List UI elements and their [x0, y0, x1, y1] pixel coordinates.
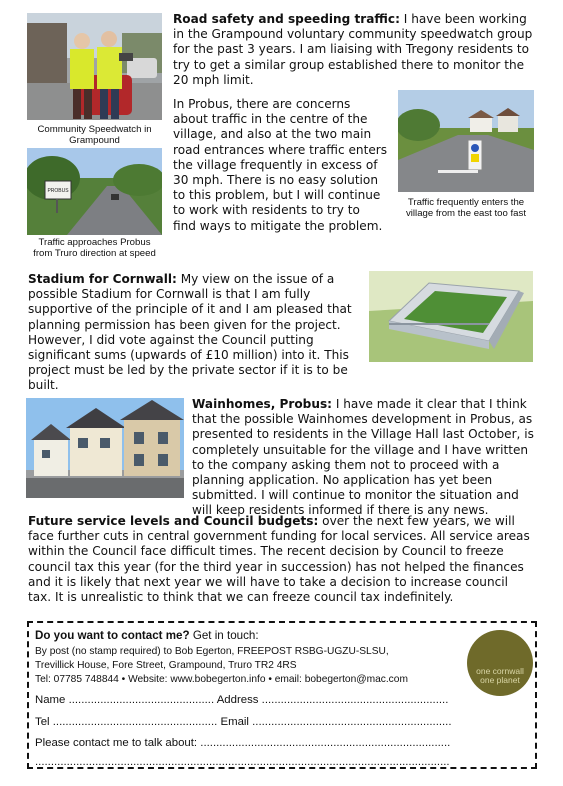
wainhomes-heading: Wainhomes, Probus: — [192, 397, 332, 411]
address-field[interactable]: ........................................................... — [261, 694, 449, 706]
contact-heading-line — [35, 629, 259, 642]
text-line: in the Grampound voluntary community speedwatch group — [173, 27, 533, 42]
text-line: I have been working — [403, 12, 527, 26]
text-line: and it is likely that next year we will have to take a decision to increase council — [28, 574, 509, 589]
caption-line: from Truro direction at speed — [33, 248, 156, 259]
wainhomes-section — [192, 397, 542, 519]
address-label: Address — [216, 694, 259, 706]
tel-label: Tel — [35, 716, 50, 728]
budgets-section — [28, 514, 543, 605]
logo-line: one planet — [480, 675, 520, 685]
text-line: about traffic in the centre of the — [173, 112, 368, 127]
text-line: the village frequently in excess of — [173, 157, 378, 172]
text-line: tax. It is unrealistic to think that we can freeze council tax indefinitely. — [28, 590, 454, 605]
text-line: find ways to mitigate the problem. — [173, 218, 383, 233]
road-safety-heading: Road safety and speeding traffic: — [173, 12, 400, 26]
text-line: to this problem, but I will continue — [173, 188, 381, 203]
talk-about-row — [35, 737, 527, 749]
get-in-touch: Get in touch: — [192, 629, 259, 642]
address-line: Trevillick House, Fore Street, Grampound, Truro TR2 4RS — [35, 660, 297, 671]
caption-line: Traffic frequently enters the — [407, 197, 525, 208]
tel-email-row — [35, 716, 527, 728]
text-line: planning permission has been given for the project. — [28, 317, 341, 332]
stadium-section — [28, 272, 368, 394]
caption-speedwatch — [24, 124, 165, 146]
speedwatch-photo — [27, 13, 162, 120]
text-line: submitted. I will continue to monitor the situation and — [192, 488, 519, 503]
text-line: However, I did vote against the Council putting — [28, 332, 314, 347]
text-line: supportive of the principle of it and I am pleased that — [28, 302, 352, 317]
budgets-heading: Future service levels and Council budgets: — [28, 514, 319, 528]
road-safety-intro — [173, 12, 541, 88]
text-line: road entrances where traffic enters — [173, 142, 388, 157]
email-field[interactable]: ............................................................... — [252, 716, 452, 728]
contact-form — [27, 621, 537, 769]
caption-east — [395, 197, 537, 219]
stadium-heading: Stadium for Cornwall: — [28, 272, 177, 286]
tel-line: Tel: 07785 748844 • Website: www.bobegerton.info • email: bobegerton@mac.com — [35, 674, 408, 685]
text-line: In Probus, there are concerns — [173, 97, 351, 111]
text-line: over the next few years, we will — [322, 514, 515, 528]
caption-line: Grampound — [69, 135, 120, 146]
text-line: significant sums (upwards of £10 million) into it. This — [28, 348, 349, 363]
text-line: for the past 3 years. I am liaising with Tregony residents to — [173, 42, 530, 57]
post-line: By post (no stamp required) to Bob Egerton, FREEPOST RSBG-UGZU-SLSU, — [35, 646, 389, 657]
email-label: Email — [220, 716, 249, 728]
contact-heading: Do you want to contact me? — [35, 629, 190, 642]
text-line: face further cuts in central government funding for local services. All service areas — [28, 529, 530, 544]
text-line: 30 mph. There is no easy solution — [173, 173, 378, 188]
text-line: presented to residents in the Village Hall last October, is — [192, 427, 534, 442]
text-line: try to get a similar group established there to monitor the — [173, 57, 525, 72]
name-address-row — [35, 694, 527, 706]
text-line: village, and also at the two main — [173, 127, 372, 142]
text-line: that the possible Wainhomes development in Probus, as — [192, 412, 533, 427]
text-line: planning application. No application has yet been — [192, 473, 493, 488]
text-line: to the company asking them not to proceed with a — [192, 457, 500, 472]
logo-line: one cornwall — [476, 666, 524, 676]
text-line: will keep residents informed if there is any news. — [192, 503, 489, 518]
talk-about-row-2[interactable]: ................................................................................................................................... — [35, 756, 450, 768]
east-entrance-photo — [398, 90, 534, 192]
text-line: built. — [28, 378, 59, 393]
name-label: Name — [35, 694, 66, 706]
name-field[interactable]: .............................................. — [68, 694, 215, 706]
text-line: possible Stadium for Cornwall is that I am fully — [28, 287, 311, 302]
tel-field[interactable]: .................................................... — [52, 716, 218, 728]
text-line: within the Council face difficult times. The recent decision by Council to freeze — [28, 544, 504, 559]
text-line: 20 mph limit. — [173, 72, 254, 87]
probus-sign-text: PROBUS — [47, 188, 69, 194]
text-line: to work with residents to try to — [173, 203, 360, 218]
caption-probus — [22, 237, 167, 259]
text-line: completely unsuitable for the village and I have written — [192, 442, 529, 457]
text-line: council tax this year (for the third year in succession) has not helped the finances — [28, 559, 524, 574]
probus-road-photo — [27, 148, 162, 235]
caption-line: village from the east too fast — [406, 208, 526, 219]
text-line: project must be led by the private sector if it is to be — [28, 363, 348, 378]
talk-label: Please contact me to talk about: — [35, 737, 198, 749]
text-line: My view on the issue of a — [180, 272, 335, 286]
caption-line: Traffic approaches Probus — [38, 237, 151, 248]
talk-field[interactable]: ............................................................................... — [200, 737, 451, 749]
one-cornwall-logo — [467, 630, 533, 696]
stadium-image — [369, 271, 533, 362]
road-safety-probus — [173, 97, 393, 234]
text-line: I have made it clear that I think — [335, 397, 527, 411]
caption-line: Community Speedwatch in — [37, 124, 152, 135]
wainhomes-photo — [26, 398, 184, 498]
